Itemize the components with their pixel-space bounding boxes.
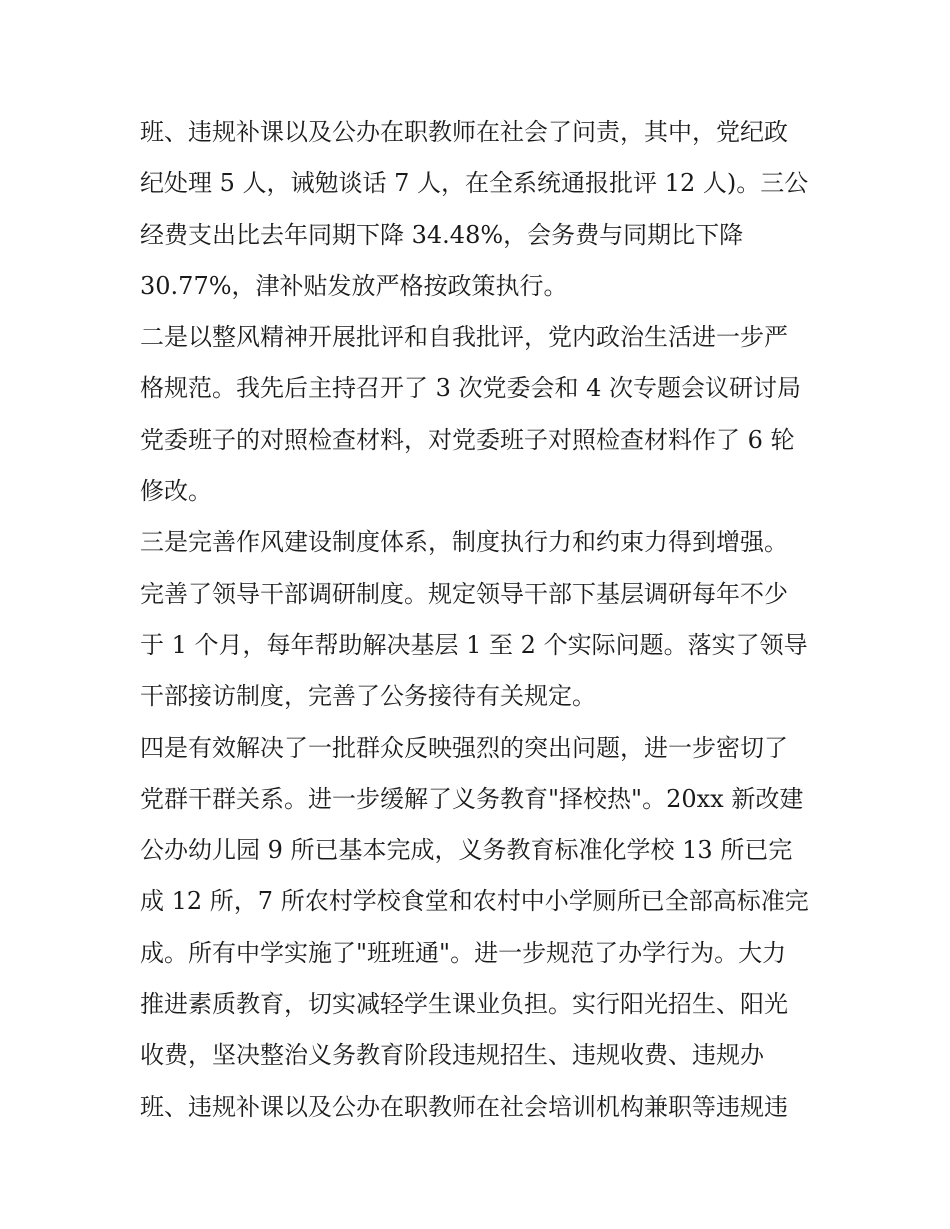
text-line: 班、违规补课以及公办在职教师在社会培训机构兼职等违规违 [140,1092,788,1121]
text-line: 四是有效解决了一批群众反映强烈的突出问题，进一步密切了 [140,733,788,762]
text-line: 格规范。我先后主持召开了 3 次党委会和 4 次专题会议研讨局 [140,374,802,403]
text-line: 党群干群关系。进一步缓解了义务教育"择校热"。20xx 新改建 [140,784,804,813]
text-line: 干部接访制度，完善了公务接待有关规定。 [140,682,596,711]
text-line: 经费支出比去年同期下降 34.48%，会务费与同期比下降 [140,220,744,249]
document-body [140,107,820,1133]
text-line: 党委班子的对照检查材料，对党委班子对照检查材料作了 6 轮 [140,425,795,454]
text-line: 完善了领导干部调研制度。规定领导干部下基层调研每年不少 [140,579,788,608]
text-line: 成 12 所，7 所农村学校食堂和农村中小学厕所已全部高标准完 [140,887,809,916]
text-line: 推进素质教育，切实减轻学生课业负担。实行阳光招生、阳光 [140,990,788,1019]
text-line: 班、违规补课以及公办在职教师在社会了问责，其中，党纪政 [140,118,788,146]
text-line: 纪处理 5 人，诫勉谈话 7 人，在全系统通报批评 12 人)。三公 [140,169,809,198]
text-line: 修改。 [140,477,212,506]
text-line: 二是以整风精神开展批评和自我批评，党内政治生活进一步严 [140,323,788,352]
text-line: 收费，坚决整治义务教育阶段违规招生、违规收费、违规办 [140,1041,764,1070]
text-line: 30.77%，津补贴发放严格按政策执行。 [140,271,568,300]
text-line: 公办幼儿园 9 所已基本完成，义务教育标准化学校 13 所已完 [140,836,793,865]
text-line: 成。所有中学实施了"班班通"。进一步规范了办学行为。大力 [140,938,787,967]
text-line: 三是完善作风建设制度体系，制度执行力和约束力得到增强。 [140,528,788,557]
text-line: 于 1 个月，每年帮助解决基层 1 至 2 个实际问题。落实了领导 [140,630,808,659]
